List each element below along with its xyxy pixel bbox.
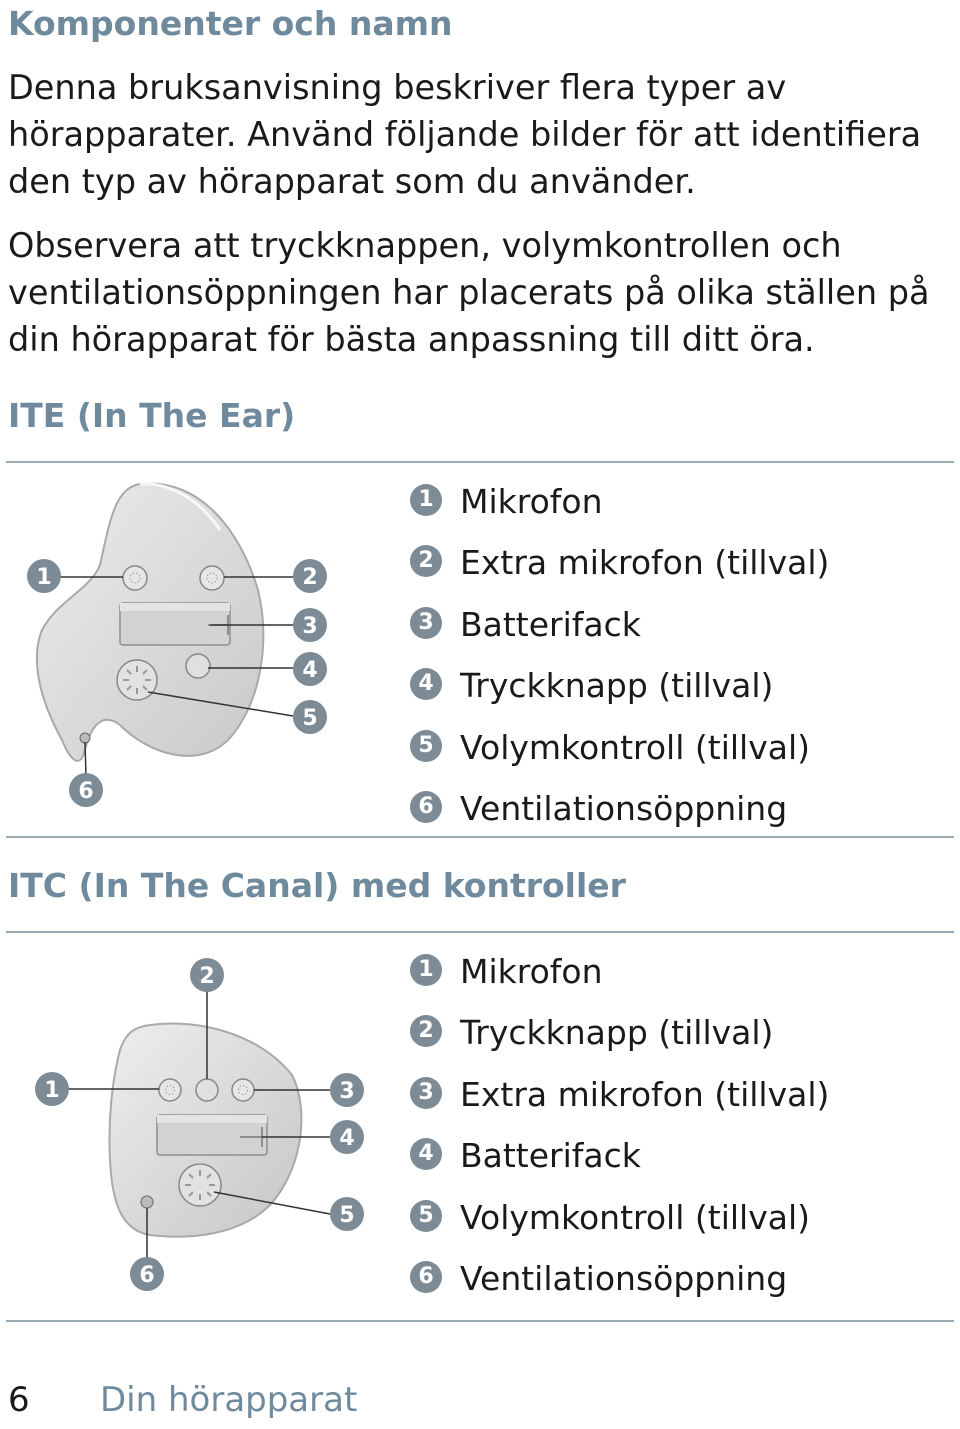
legend-label: Mikrofon [460,482,603,521]
list-item [410,543,955,604]
itc-legend [410,952,955,1320]
itc-bottom-divider [6,1320,954,1322]
legend-label: Tryckknapp (tillval) [460,1013,774,1053]
list-item [410,482,955,543]
itc-callout-4: 4 [339,1126,355,1151]
ite-callout-6: 6 [78,779,94,804]
list-item [410,1136,955,1197]
footer-section-title: Din hörapparat [100,1380,358,1420]
legend-number: 3 [410,607,442,639]
ite-callout-3: 3 [302,614,318,639]
ite-bottom-divider [6,836,954,838]
legend-number: 1 [410,484,442,516]
legend-number: 2 [410,545,442,577]
list-item [410,789,955,850]
legend-number: 5 [410,1200,442,1232]
legend-number: 2 [410,1015,442,1047]
legend-label: Extra mikrofon (tillval) [460,1074,830,1114]
list-item [410,1259,955,1320]
list-item [410,728,955,789]
itc-callout-5: 5 [339,1203,355,1228]
legend-number: 4 [410,1138,442,1170]
itc-callout-3: 3 [339,1079,355,1104]
list-item [410,1075,955,1136]
ite-push-button [186,654,210,678]
list-item [410,666,955,727]
ite-callout-4: 4 [302,658,318,683]
ite-vent [80,733,90,743]
itc-device-illustration [0,940,400,1310]
page-heading: Komponenter och namn [8,4,453,43]
legend-label: Ventilationsöppning [460,788,788,828]
itc-microphone-1 [159,1079,181,1101]
legend-label: Tryckknapp (tillval) [460,666,774,706]
itc-microphone-2 [232,1079,254,1101]
legend-number: 6 [410,791,442,823]
itc-callout-6: 6 [139,1263,155,1288]
legend-number: 1 [410,954,442,986]
itc-section-title: ITC (In The Canal) med kontroller [8,866,626,905]
ite-device-illustration [0,470,400,840]
ite-microphone-1 [123,566,147,590]
page-number: 6 [8,1380,30,1420]
legend-number: 3 [410,1077,442,1109]
list-item [410,605,955,666]
ite-legend [410,482,955,850]
legend-label: Extra mikrofon (tillval) [460,543,830,583]
legend-number: 4 [410,668,442,700]
legend-number: 5 [410,730,442,762]
note-paragraph: Observera att tryckknappen, volymkontrollen och ventilationsöppningen har placerats på olika ställen på din hörapparat för bästa anpassning till ditt öra. [8,226,930,359]
ite-top-divider [6,461,954,463]
ite-microphone-2 [200,566,224,590]
list-item [410,1013,955,1074]
legend-label: Volymkontroll (tillval) [460,727,810,767]
ite-section-title: ITE (In The Ear) [8,396,296,435]
legend-label: Batterifack [460,604,641,644]
ite-callout-1: 1 [36,565,52,590]
ite-callout-2: 2 [302,565,318,590]
legend-label: Mikrofon [460,952,603,991]
legend-label: Volymkontroll (tillval) [460,1197,810,1237]
intro-paragraph: Denna bruksanvisning beskriver flera typer av hörapparater. Använd följande bilder för att identifiera den typ av hörapparat som du använder. [8,68,922,201]
list-item [410,1198,955,1259]
itc-vent [141,1196,153,1208]
legend-number: 6 [410,1261,442,1293]
itc-callout-2: 2 [199,964,215,989]
ite-callout-5: 5 [302,706,318,731]
list-item [410,952,955,1013]
legend-label: Ventilationsöppning [460,1258,788,1298]
legend-label: Batterifack [460,1136,641,1176]
itc-push-button [196,1079,218,1101]
itc-top-divider [6,931,954,933]
itc-callout-1: 1 [44,1078,60,1103]
